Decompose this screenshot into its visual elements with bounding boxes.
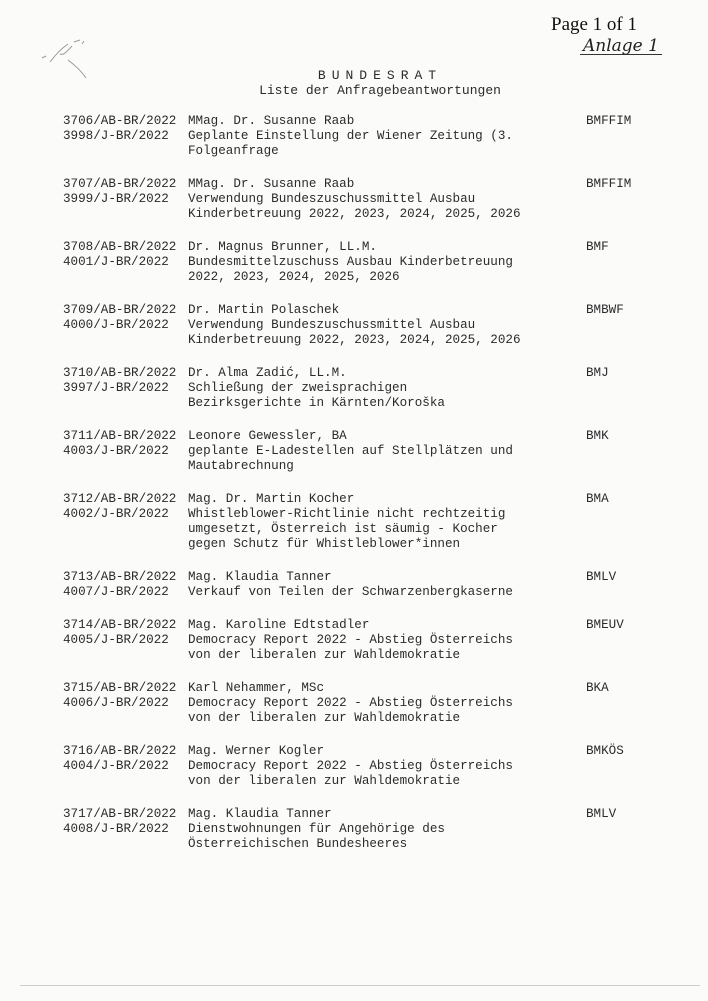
ab-number: 3708/AB-BR/2022 [63,240,177,254]
minister-name: Dr. Martin Polaschek [188,303,340,317]
subject-line: umgesetzt, Österreich ist säumig - Kocher [188,522,498,536]
ab-number: 3710/AB-BR/2022 [63,366,177,380]
subject-line: von der liberalen zur Wahldemokratie [188,711,461,725]
subject-line: gegen Schutz für Whistleblower*innen [188,537,461,551]
subject-line: Verwendung Bundeszuschussmittel Ausbau [188,318,476,332]
entry-content [188,429,538,474]
minister-name: Karl Nehammer, MSc [188,681,325,695]
entry-ids [63,807,188,837]
list-item [63,429,609,474]
entry-content [188,240,538,285]
ab-number: 3713/AB-BR/2022 [63,570,177,584]
subject-line: Schließung der zweisprachigen [188,381,408,395]
entry-ids [63,492,188,522]
document-title: BUNDESRAT [317,68,443,83]
minister-name: MMag. Dr. Susanne Raab [188,177,355,191]
j-number: 4001/J-BR/2022 [63,255,169,269]
list-item [63,570,617,600]
list-item [63,303,624,348]
subject-line: Mautabrechnung [188,459,294,473]
ab-number: 3709/AB-BR/2022 [63,303,177,317]
entry-ids [63,429,188,459]
ab-number: 3715/AB-BR/2022 [63,681,177,695]
subject-line: von der liberalen zur Wahldemokratie [188,774,461,788]
document-subtitle: Liste der Anfragebeantwortungen [259,83,501,98]
minister-name: Mag. Klaudia Tanner [188,570,332,584]
ministry-code: BMLV [586,807,617,821]
subject-line: Verwendung Bundeszuschussmittel Ausbau [188,192,476,206]
ab-number: 3717/AB-BR/2022 [63,807,177,821]
entry-content [188,570,538,600]
entry-ids [63,303,188,333]
j-number: 4004/J-BR/2022 [63,759,169,773]
j-number: 3997/J-BR/2022 [63,381,169,395]
list-item [63,366,609,411]
ministry-code: BMFFIM [586,177,632,191]
subject-line: Folgeanfrage [188,144,279,158]
ministry-code: BMLV [586,570,617,584]
entry-content [188,114,538,159]
entry-ids [63,366,188,396]
subject-line: Democracy Report 2022 - Abstieg Österreichs [188,759,513,773]
entry-content [188,744,538,789]
list-item [63,744,624,789]
document-header [0,68,708,98]
entry-content [188,366,538,411]
j-number: 4006/J-BR/2022 [63,696,169,710]
annex-label: Anlage 1 [580,38,662,55]
list-item [63,618,624,663]
minister-name: Mag. Karoline Edtstadler [188,618,370,632]
subject-line: geplante E-Ladestellen auf Stellplätzen und [188,444,513,458]
entry-content [188,807,538,852]
entry-ids [63,240,188,270]
subject-line: Kinderbetreuung 2022, 2023, 2024, 2025, 2026 [188,207,521,221]
subject-line: Geplante Einstellung der Wiener Zeitung (3. [188,129,513,143]
page-bottom-border [20,985,700,986]
entry-content [188,618,538,663]
list-item [63,681,609,726]
entry-ids [63,114,188,144]
ministry-code: BMK [586,429,609,443]
ministry-code: BMBWF [586,303,624,317]
minister-name: Mag. Werner Kogler [188,744,325,758]
subject-line: Democracy Report 2022 - Abstieg Österreichs [188,633,513,647]
j-number: 4008/J-BR/2022 [63,822,169,836]
entries-list [63,114,632,870]
ab-number: 3712/AB-BR/2022 [63,492,177,506]
ab-number: 3711/AB-BR/2022 [63,429,177,443]
entry-ids [63,177,188,207]
subject-line: Dienstwohnungen für Angehörige des [188,822,445,836]
ministry-code: BMF [586,240,609,254]
subject-line: Democracy Report 2022 - Abstieg Österreichs [188,696,513,710]
ab-number: 3707/AB-BR/2022 [63,177,177,191]
list-item [63,240,609,285]
list-item [63,114,632,159]
subject-line: 2022, 2023, 2024, 2025, 2026 [188,270,400,284]
subject-line: von der liberalen zur Wahldemokratie [188,648,461,662]
j-number: 4000/J-BR/2022 [63,318,169,332]
j-number: 3998/J-BR/2022 [63,129,169,143]
entry-ids [63,681,188,711]
subject-line: Verkauf von Teilen der Schwarzenbergkaserne [188,585,513,599]
minister-name: Mag. Klaudia Tanner [188,807,332,821]
subject-line: Bezirksgerichte in Kärnten/Koroška [188,396,445,410]
subject-line: Whistleblower-Richtlinie nicht rechtzeitig [188,507,506,521]
subject-line: Kinderbetreuung 2022, 2023, 2024, 2025, 2026 [188,333,521,347]
ministry-code: BKA [586,681,609,695]
subject-line: Österreichischen Bundesheeres [188,837,408,851]
list-item [63,807,617,852]
minister-name: Dr. Magnus Brunner, LL.M. [188,240,377,254]
minister-name: MMag. Dr. Susanne Raab [188,114,355,128]
ab-number: 3706/AB-BR/2022 [63,114,177,128]
entry-content [188,492,538,552]
ministry-code: BMA [586,492,609,506]
entry-content [188,177,538,222]
ministry-code: BMKÖS [586,744,624,758]
subject-line: Bundesmittelzuschuss Ausbau Kinderbetreuung [188,255,513,269]
j-number: 4007/J-BR/2022 [63,585,169,599]
entry-ids [63,744,188,774]
entry-ids [63,570,188,600]
ministry-code: BMEUV [586,618,624,632]
ministry-code: BMJ [586,366,609,380]
entry-content [188,303,538,348]
ministry-code: BMFFIM [586,114,632,128]
j-number: 4002/J-BR/2022 [63,507,169,521]
list-item [63,177,632,222]
j-number: 3999/J-BR/2022 [63,192,169,206]
page-number: Page 1 of 1 [551,14,638,35]
entry-content [188,681,538,726]
minister-name: Dr. Alma Zadić, LL.M. [188,366,347,380]
ab-number: 3714/AB-BR/2022 [63,618,177,632]
j-number: 4005/J-BR/2022 [63,633,169,647]
minister-name: Mag. Dr. Martin Kocher [188,492,355,506]
j-number: 4003/J-BR/2022 [63,444,169,458]
minister-name: Leonore Gewessler, BA [188,429,347,443]
ab-number: 3716/AB-BR/2022 [63,744,177,758]
list-item [63,492,609,552]
entry-ids [63,618,188,648]
